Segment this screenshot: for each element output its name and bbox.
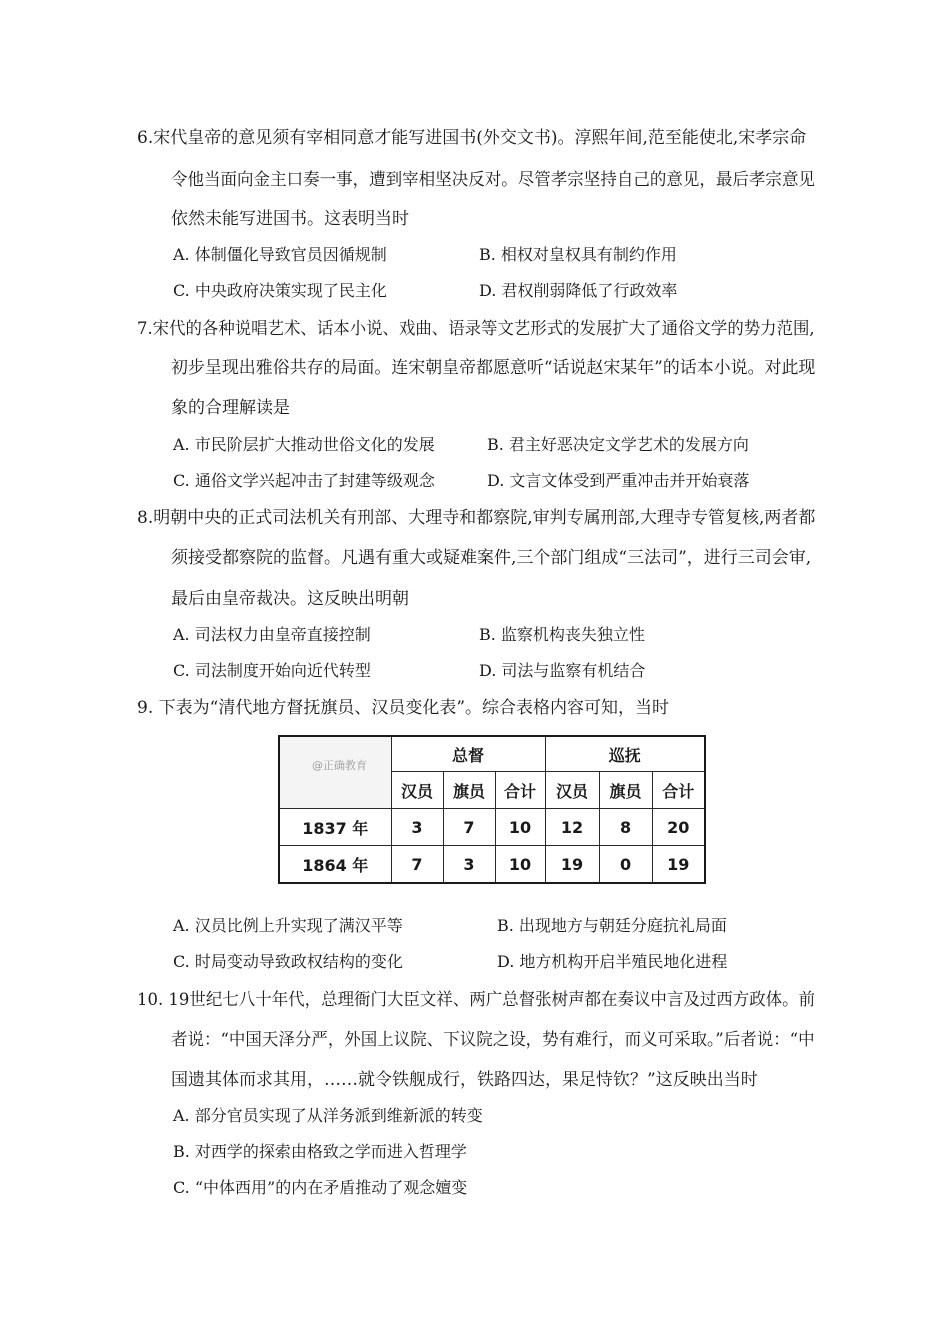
question-9-stem-line-1: 9. 下表为“清代地方督抚旗员、汉员变化表”。综合表格内容可知，当时 xyxy=(137,698,670,718)
question-7-option-b[interactable]: B. 君主好恶决定文学艺术的发展方向 xyxy=(487,435,749,454)
question-8-option-b[interactable]: B. 监察机构丧失独立性 xyxy=(479,625,645,644)
question-7-option-a[interactable]: A. 市民阶层扩大推动世俗文化的发展 xyxy=(173,435,435,454)
table-group-governor-general: 总督 xyxy=(391,736,545,772)
question-9-option-d[interactable]: D. 地方机构开启半殖民地化进程 xyxy=(497,952,728,971)
question-10-option-b[interactable]: B. 对西学的探索由格致之学而进入哲理学 xyxy=(173,1142,467,1161)
question-6-option-c[interactable]: C. 中央政府决策实现了民主化 xyxy=(173,281,387,300)
question-8-stem-line-2: 须接受都察院的监督。凡遇有重大或疑难案件,三个部门组成“三法司”，进行三司会审, xyxy=(171,548,812,568)
table-row xyxy=(279,809,705,846)
question-6-option-a[interactable]: A. 体制僵化导致官员因循规制 xyxy=(173,245,387,264)
table-cell: 0 xyxy=(599,846,652,884)
question-10-stem-line-3: 国遗其体而求其用，……就令铁舰成行，铁路四达，果足恃钦？”这反映出当时 xyxy=(171,1070,758,1090)
table-row-year: 1837 年 xyxy=(279,809,391,846)
table-subheader: 汉员 xyxy=(545,772,599,809)
question-8-option-c[interactable]: C. 司法制度开始向近代转型 xyxy=(173,661,371,680)
table-row xyxy=(279,846,705,884)
question-10-option-a[interactable]: A. 部分官员实现了从洋务派到维新派的转变 xyxy=(173,1106,483,1125)
watermark: @正确教育 xyxy=(312,759,367,772)
question-7-stem-line-3: 象的合理解读是 xyxy=(171,398,290,418)
question-6-option-b[interactable]: B. 相权对皇权具有制约作用 xyxy=(479,245,677,264)
table-cell: 3 xyxy=(391,809,443,846)
question-8-option-d[interactable]: D. 司法与监察有机结合 xyxy=(479,661,646,680)
question-6-stem-line-1: 6.宋代皇帝的意见须有宰相同意才能写进国书(外交文书)。淳熙年间,范至能使北,宋孝宗命 xyxy=(137,128,807,148)
table-subheader: 旗员 xyxy=(599,772,652,809)
question-7-option-d[interactable]: D. 文言文体受到严重冲击并开始衰落 xyxy=(487,471,750,490)
table-row-year: 1864 年 xyxy=(279,846,391,884)
table-group-provincial-governor: 巡抚 xyxy=(545,736,705,772)
question-7-option-c[interactable]: C. 通俗文学兴起冲击了封建等级观念 xyxy=(173,471,435,490)
table-cell: 19 xyxy=(652,846,705,884)
question-6-stem-line-2: 令他当面向金主口奏一事，遭到宰相坚决反对。尽管孝宗坚持自己的意见，最后孝宗意见 xyxy=(171,170,815,190)
table-subheader: 汉员 xyxy=(391,772,443,809)
question-7-stem-line-2: 初步呈现出雅俗共存的局面。连宋朝皇帝都愿意听“话说赵宋某年”的话本小说。对此现 xyxy=(171,358,816,378)
table-subheader: 合计 xyxy=(652,772,705,809)
table-cell: 7 xyxy=(391,846,443,884)
question-9-option-a[interactable]: A. 汉员比例上升实现了满汉平等 xyxy=(173,916,403,935)
question-9-option-c[interactable]: C. 时局变动导致政权结构的变化 xyxy=(173,952,403,971)
question-8-stem-line-1: 8.明朝中央的正式司法机关有刑部、大理寺和都察院,审判专属刑部,大理寺专管复核,两者都 xyxy=(137,508,816,528)
table-cell: 7 xyxy=(443,809,495,846)
question-6-stem-line-3: 依然未能写进国书。这表明当时 xyxy=(171,209,409,229)
table-cell: 12 xyxy=(545,809,599,846)
table-cell: 20 xyxy=(652,809,705,846)
question-10-option-c[interactable]: C. “中体西用”的内在矛盾推动了观念嬗变 xyxy=(173,1178,468,1197)
question-10-stem-line-2: 者说：“中国天泽分严，外国上议院、下议院之设，势有难行，而义可采取。”后者说：“中 xyxy=(171,1030,815,1050)
table-cell: 19 xyxy=(545,846,599,884)
question-8-stem-line-3: 最后由皇帝裁决。这反映出明朝 xyxy=(171,589,409,609)
question-9-option-b[interactable]: B. 出现地方与朝廷分庭抗礼局面 xyxy=(497,916,727,935)
question-8-option-a[interactable]: A. 司法权力由皇帝直接控制 xyxy=(173,625,371,644)
table-cell: 10 xyxy=(495,846,545,884)
table-subheader: 合计 xyxy=(495,772,545,809)
question-7-stem-line-1: 7.宋代的各种说唱艺术、话本小说、戏曲、语录等文艺形式的发展扩大了通俗文学的势力范围, xyxy=(137,319,815,339)
table-cell: 10 xyxy=(495,809,545,846)
question-10-stem-line-1: 10. 19世纪七八十年代，总理衙门大臣文祥、两广总督张树声都在奏议中言及过西方政体。前 xyxy=(137,990,816,1010)
question-6-option-d[interactable]: D. 君权削弱降低了行政效率 xyxy=(479,281,678,300)
table-subheader: 旗员 xyxy=(443,772,495,809)
table-cell: 8 xyxy=(599,809,652,846)
table-cell: 3 xyxy=(443,846,495,884)
